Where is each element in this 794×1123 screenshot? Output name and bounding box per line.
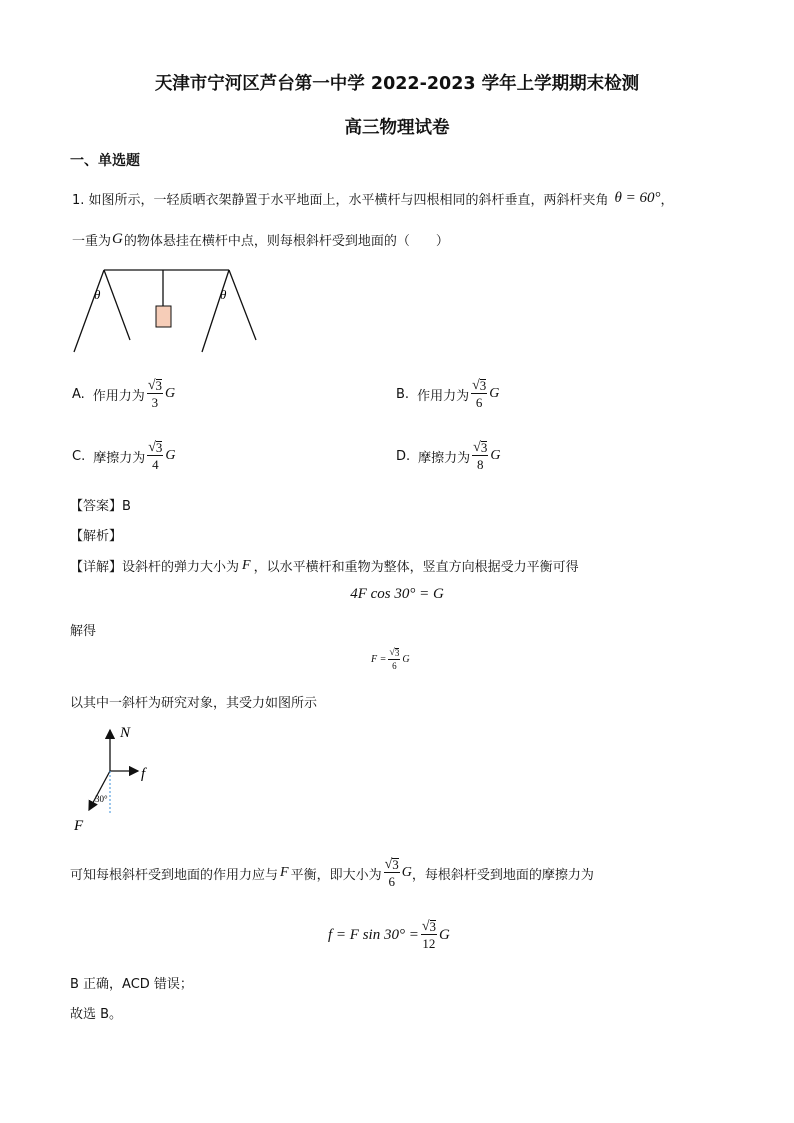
label-N: N [120, 725, 131, 741]
option-c-var: G [165, 448, 176, 463]
option-c-letter: C. [72, 448, 86, 464]
detail-text4-F: F [280, 865, 289, 880]
section-heading: 一、单选题 [70, 153, 140, 169]
option-c[interactable] [72, 433, 176, 479]
angle-label: 30° [95, 794, 108, 804]
label-F: F [74, 818, 84, 834]
option-a-letter: A. [72, 386, 85, 402]
equation-1: 4F cos 30° = G [350, 586, 444, 602]
option-a[interactable] [72, 371, 175, 417]
left-leg-inner [104, 270, 130, 340]
answer-label: 【答案】 [70, 499, 123, 514]
detail-label: 【详解】 [70, 560, 123, 575]
conclusion-line2: 故选 B。 [70, 1007, 123, 1022]
question-stem-line1 [72, 189, 674, 208]
free-body-diagram [68, 720, 168, 835]
eq3-fraction: √ 3 12 [421, 918, 437, 951]
weight-symbol: G [112, 231, 123, 247]
question-text: 1. 如图所示，一轻质晒衣架静置于水平地面上，水平横杆与四根相同的斜杆垂直，两斜杆夹角 [72, 193, 609, 208]
equation-2 [371, 648, 410, 671]
eq2-fraction: √ 3 6 [389, 647, 400, 671]
option-b[interactable] [396, 371, 499, 417]
answer-line [70, 495, 131, 514]
option-d-var: G [490, 448, 501, 463]
detail-line1 [70, 556, 579, 575]
drying-rack-figure [70, 262, 265, 357]
option-d-letter: D. [396, 448, 411, 464]
conclusion-line1: B 正确，ACD 错误； [70, 977, 193, 992]
answer-value: B [122, 499, 131, 514]
detail-text4a: 可知每根斜杆受到地面的作用力应与 [70, 867, 279, 883]
option-a-fraction: √ 3 3 [147, 377, 162, 410]
option-b-var: G [489, 386, 500, 401]
eq2-var: G [402, 654, 410, 665]
detail-text4b: 平衡，即大小为 [290, 867, 382, 883]
question-line2-suffix: 的物体悬挂在横杆中点，则每根斜杆受到地面的（ ） [123, 234, 449, 249]
force-F-arrow [89, 771, 110, 810]
theta-expression: θ = 60° [614, 190, 661, 206]
detail-F-symbol: F [242, 557, 251, 573]
detail-text3: 以其中一斜杆为研究对象，其受力如图所示 [70, 696, 318, 711]
option-c-text: 摩擦力为 [93, 450, 146, 466]
question-stem-line2 [72, 230, 449, 249]
analysis-label: 【解析】 [70, 529, 123, 544]
eq2-lhs: F = [371, 654, 387, 665]
left-leg-outer [74, 270, 104, 352]
option-c-fraction: √ 3 4 [148, 439, 163, 472]
equation-3 [328, 912, 450, 958]
option-b-letter: B. [396, 386, 410, 402]
question-line1-end: ， [660, 193, 674, 208]
option-b-fraction: √ 3 6 [472, 377, 487, 410]
theta-label-left: θ [94, 287, 101, 302]
eq3-lhs: f = F sin 30° = [328, 926, 419, 943]
question-line2-prefix: 一重为 [72, 234, 112, 249]
eq3-var: G [439, 926, 450, 943]
option-d-text: 摩擦力为 [418, 450, 471, 466]
theta-label-right: θ [220, 287, 227, 302]
text4-fraction: √ 3 6 [384, 856, 399, 889]
solve-label: 解得 [70, 624, 97, 639]
option-a-var: G [165, 386, 176, 401]
option-d[interactable] [396, 433, 500, 479]
option-d-fraction: √ 3 8 [473, 439, 488, 472]
option-a-text: 作用力为 [92, 388, 145, 404]
right-leg-inner [229, 270, 256, 340]
detail-text1: 设斜杆的弹力大小为 [122, 560, 240, 575]
detail-text2: ，以水平横杆和重物为整体，竖直方向根据受力平衡可得 [253, 560, 579, 575]
document-title: 天津市宁河区芦台第一中学 2022-2023 学年上学期期末检测 [154, 74, 640, 94]
document-subtitle: 高三物理试卷 [344, 118, 450, 138]
hanging-weight [156, 306, 171, 327]
label-f: f [141, 766, 146, 782]
detail-line4 [70, 850, 594, 896]
right-leg-outer [202, 270, 229, 352]
text4-var: G [401, 865, 412, 880]
option-b-text: 作用力为 [417, 388, 470, 404]
detail-text4c: ，每根斜杆受到地面的摩擦力为 [411, 867, 594, 883]
